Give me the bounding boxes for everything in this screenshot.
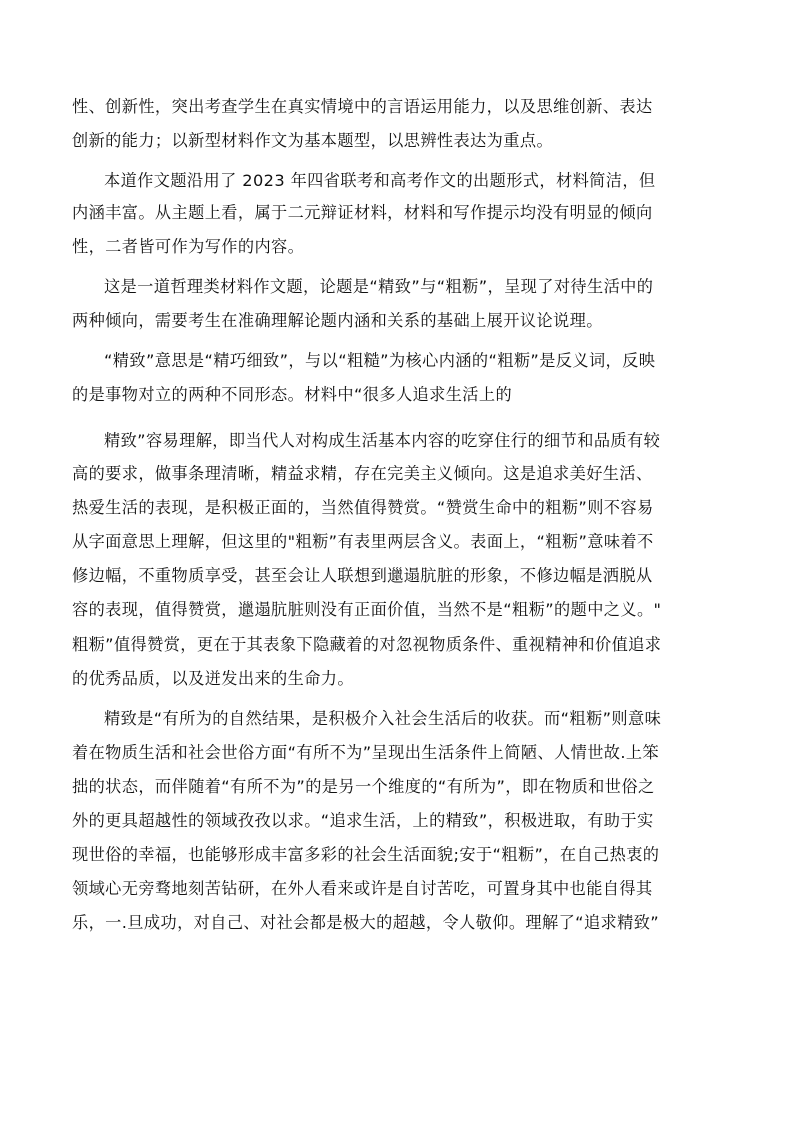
text-line: 热爱生活的表现，是积极正面的，当然值得赞赏。“赞赏生命中的粗粝”则不容易 bbox=[72, 498, 654, 517]
paragraph-start-line: 精致是“有所为的自然结果，是积极介入社会生活后的收获。而“粗粝”则意味 bbox=[104, 709, 662, 728]
text-line: 修边幅，不重物质享受，甚至会让人联想到邋遢肮脏的形象，不修边幅是洒脱从 bbox=[72, 566, 653, 585]
text-line: 容的表现，值得赞赏，邋遢肮脏则没有正面价值，当然不是“粗粝”的题中之义。" bbox=[72, 600, 662, 619]
text-line: 高的要求，做事条理清晰，精益求精，存在完美主义倾向。这是追求美好生活、 bbox=[72, 464, 653, 483]
text-line: 内涵丰富。从主题上看，属于二元辩证材料，材料和写作提示均没有明显的倾向 bbox=[72, 203, 653, 222]
paragraph-start-line: 这是一道哲理类材料作文题，论题是“精致”与“粗粝”，呈现了对待生活中的 bbox=[104, 277, 654, 296]
text-line: 乐，一.旦成功，对自己、对社会都是极大的超越，令人敬仰。理解了“追求精致” bbox=[72, 913, 660, 932]
text-line: 的是事物对立的两种不同形态。材料中“很多人追求生活上的 bbox=[72, 385, 513, 404]
text-line: 拙的状态，而伴随着“有所不为”的是另一个维度的“有所为”，即在物质和世俗之 bbox=[72, 777, 655, 796]
paragraph-start-line: 本道作文题沿用了 2023 年四省联考和高考作文的出题形式，材料简洁，但 bbox=[104, 171, 656, 190]
text-line: 从字面意思上理解，但这里的"粗粝”有表里两层含义。表面上，“粗粝”意味着不 bbox=[72, 532, 654, 551]
text-line: 性、创新性，突出考查学生在真实情境中的言语运用能力，以及思维创新、表达 bbox=[72, 97, 653, 116]
text-line: 着在物质生活和社会世俗方面“有所不为”呈现出生活条件上简陋、人情世故.上笨 bbox=[72, 743, 660, 762]
text-line: 粗粝”值得赞赏，更在于其表象下隐藏着的对忽视物质条件、重视精神和价值追求 bbox=[72, 635, 662, 654]
paragraph-start-line: “精致”意思是“精巧细致”，与以“粗糙”为核心内涵的“粗粝”是反义词，反映 bbox=[104, 351, 656, 370]
text-line: 现世俗的幸福，也能够形成丰富多彩的社会生活面貌;安于“粗粝”，在自己热衷的 bbox=[72, 845, 660, 864]
text-line: 外的更具超越性的领域孜孜以求。“追求生活，上的精致”，积极进取，有助于实 bbox=[72, 811, 654, 830]
text-line: 领域心无旁骛地刻苦钻研，在外人看来或许是自讨苦吃，可置身其中也能自得其 bbox=[72, 879, 653, 898]
text-line: 性，二者皆可作为写作的内容。 bbox=[72, 237, 305, 256]
text-line: 的优秀品质，以及迸发出来的生命力。 bbox=[72, 669, 354, 688]
text-line: 两种倾向，需要考生在准确理解论题内涵和关系的基础上展开议论说理。 bbox=[72, 311, 603, 330]
paragraph-start-line: 精致”容易理解，即当代人对构成生活基本内容的吃穿住行的细节和品质有较 bbox=[104, 431, 661, 450]
text-line: 创新的能力；以新型材料作文为基本题型，以思辨性表达为重点。 bbox=[72, 131, 554, 150]
